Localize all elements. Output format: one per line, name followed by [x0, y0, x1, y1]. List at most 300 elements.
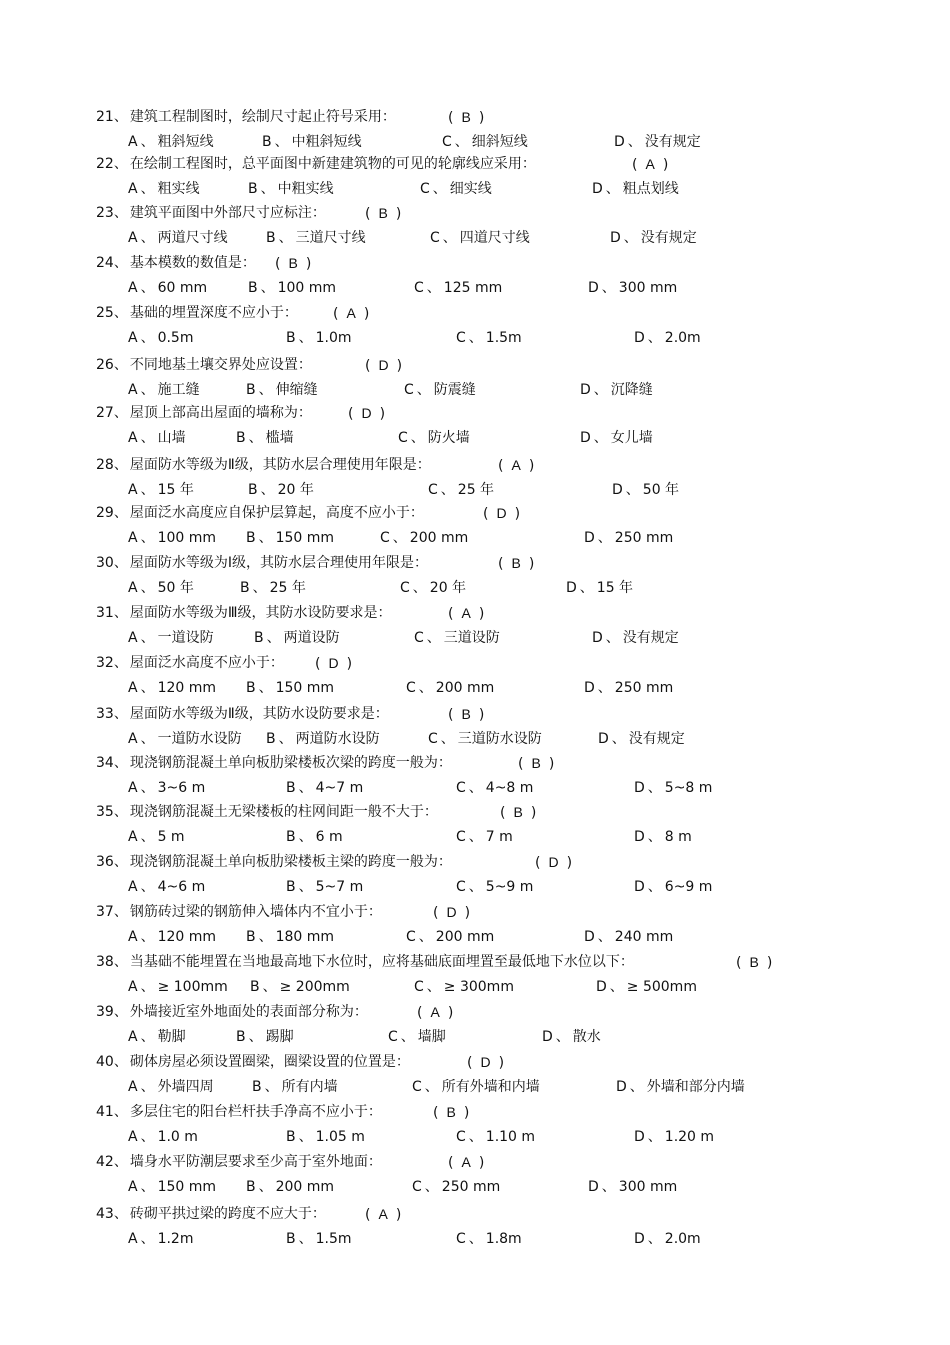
- option-c: [398, 429, 470, 447]
- right-paren: ): [528, 458, 535, 474]
- answer-bracket: [333, 304, 369, 323]
- question-text: 屋面泛水高度应自保护层算起，高度不应小于：: [129, 505, 424, 521]
- answer-letter: A: [645, 156, 655, 172]
- option-separator: 、: [605, 181, 620, 197]
- option-letter: D: [580, 430, 591, 446]
- option-d: [634, 878, 712, 896]
- option-text: 外墙和部分内墙: [646, 1079, 745, 1095]
- option-separator: 、: [647, 1129, 662, 1145]
- option-letter: A: [128, 181, 138, 197]
- number-separator: 、: [113, 655, 128, 671]
- question-text: 屋面防水等级为Ⅲ级，其防水设防要求是：: [129, 605, 392, 621]
- option-separator: 、: [597, 530, 612, 546]
- question-text: 建筑平面图中外部尺寸应标注：: [129, 205, 326, 221]
- answer-letter: A: [430, 1004, 440, 1020]
- answer-letter: B: [513, 804, 523, 820]
- number-separator: 、: [113, 854, 128, 870]
- question-line: [96, 204, 326, 222]
- option-c: [456, 828, 513, 846]
- question-line: [96, 953, 634, 971]
- left-paren: (: [365, 1207, 371, 1223]
- option-c: [412, 1178, 500, 1196]
- option-separator: 、: [140, 382, 155, 398]
- option-separator: 、: [647, 330, 662, 346]
- left-paren: (: [467, 1055, 473, 1071]
- answer-bracket: [365, 204, 401, 223]
- right-paren: ): [379, 406, 386, 422]
- question-line: [96, 1103, 382, 1121]
- option-letter: D: [584, 680, 595, 696]
- question-text: 现浇钢筋混凝土单向板肋梁楼板次梁的跨度一般为：: [129, 755, 452, 771]
- option-text: 180 mm: [275, 929, 335, 945]
- option-text: 施工缝: [157, 382, 200, 398]
- question-text: 多层住宅的阳台栏杆扶手净高不应小于：: [129, 1104, 382, 1120]
- question-number: 42: [96, 1154, 114, 1170]
- option-a: [128, 629, 214, 647]
- option-letter: B: [286, 1129, 296, 1145]
- question-line: [96, 903, 382, 921]
- option-separator: 、: [605, 630, 620, 646]
- question-number: 40: [96, 1054, 114, 1070]
- option-c: [420, 180, 492, 198]
- option-text: 伸缩缝: [275, 382, 318, 398]
- option-text: 四道尺寸线: [459, 230, 530, 246]
- option-letter: D: [592, 181, 603, 197]
- option-d: [634, 329, 701, 347]
- option-text: 125 mm: [443, 280, 503, 296]
- option-c: [428, 481, 494, 499]
- option-letter: B: [246, 382, 256, 398]
- option-letter: C: [456, 780, 466, 796]
- option-b: [262, 133, 362, 151]
- left-paren: (: [736, 955, 742, 971]
- option-separator: 、: [601, 1179, 616, 1195]
- option-c: [388, 1028, 446, 1046]
- option-separator: 、: [410, 430, 425, 446]
- option-b: [254, 629, 340, 647]
- option-c: [456, 779, 533, 797]
- left-paren: (: [483, 506, 489, 522]
- option-text: 勒脚: [157, 1029, 186, 1045]
- option-a: [128, 180, 200, 198]
- option-text: 200 mm: [409, 530, 469, 546]
- left-paren: (: [518, 756, 524, 772]
- answer-bracket: [632, 155, 668, 174]
- option-b: [246, 679, 334, 697]
- question-line: [96, 1003, 368, 1021]
- answer-letter: D: [480, 1054, 491, 1070]
- question-text: 屋顶上部高出屋面的墙称为：: [129, 405, 312, 421]
- question-line: [96, 404, 312, 422]
- option-letter: D: [542, 1029, 553, 1045]
- left-paren: (: [632, 157, 638, 173]
- option-text: ≥ 500mm: [626, 979, 697, 995]
- option-letter: C: [456, 330, 466, 346]
- option-a: [128, 229, 228, 247]
- option-a: [128, 1230, 193, 1248]
- option-text: 7 m: [485, 829, 513, 845]
- option-separator: 、: [412, 580, 427, 596]
- option-d: [634, 779, 712, 797]
- option-letter: D: [596, 979, 607, 995]
- answer-letter: D: [548, 854, 559, 870]
- number-separator: 、: [113, 706, 128, 722]
- option-letter: B: [246, 680, 256, 696]
- option-text: 100 mm: [157, 530, 217, 546]
- option-letter: A: [128, 580, 138, 596]
- option-separator: 、: [140, 1179, 155, 1195]
- answer-bracket: [315, 654, 352, 673]
- option-separator: 、: [424, 1179, 439, 1195]
- option-a: [128, 381, 200, 399]
- option-text: 120 mm: [157, 680, 217, 696]
- option-letter: D: [588, 1179, 599, 1195]
- option-letter: C: [456, 1129, 466, 1145]
- option-separator: 、: [140, 731, 155, 747]
- option-separator: 、: [454, 134, 469, 150]
- option-text: 1.0 m: [157, 1129, 198, 1145]
- option-c: [400, 579, 466, 597]
- question-number: 30: [96, 555, 114, 571]
- answer-bracket: [448, 705, 484, 724]
- option-letter: B: [246, 530, 256, 546]
- option-text: 25 年: [269, 580, 306, 596]
- answer-bracket: [448, 1153, 484, 1172]
- option-a: [128, 779, 205, 797]
- option-letter: C: [414, 979, 424, 995]
- option-a: [128, 1178, 216, 1196]
- option-a: [128, 529, 216, 547]
- option-letter: C: [456, 1231, 466, 1247]
- option-text: 1.05 m: [315, 1129, 365, 1145]
- left-paren: (: [365, 206, 371, 222]
- option-separator: 、: [260, 181, 275, 197]
- option-text: 4~8 m: [485, 780, 534, 796]
- answer-letter: B: [461, 109, 471, 125]
- answer-bracket: [500, 803, 536, 822]
- option-text: 15 年: [596, 580, 634, 596]
- answer-bracket: [348, 404, 385, 423]
- option-letter: B: [286, 330, 296, 346]
- option-text: 5~9 m: [485, 879, 534, 895]
- option-separator: 、: [555, 1029, 570, 1045]
- option-letter: A: [128, 1029, 138, 1045]
- option-text: 100 mm: [277, 280, 337, 296]
- question-line: [96, 705, 389, 723]
- option-a: [128, 679, 216, 697]
- question-text: 当基础不能埋置在当地最高地下水位时，应将基础底面埋置至最低地下水位以下：: [129, 954, 634, 970]
- option-b: [250, 978, 350, 996]
- option-letter: B: [286, 829, 296, 845]
- option-letter: B: [252, 1079, 262, 1095]
- option-text: 240 mm: [614, 929, 674, 945]
- option-separator: 、: [140, 330, 155, 346]
- answer-letter: B: [749, 954, 759, 970]
- option-b: [266, 229, 366, 247]
- option-separator: 、: [140, 1231, 155, 1247]
- answer-letter: B: [461, 706, 471, 722]
- option-letter: B: [248, 280, 258, 296]
- left-paren: (: [448, 1155, 454, 1171]
- option-separator: 、: [416, 382, 431, 398]
- right-paren: ): [662, 157, 669, 173]
- option-text: 1.5m: [485, 330, 522, 346]
- number-separator: 、: [113, 605, 128, 621]
- question-number: 37: [96, 904, 114, 920]
- right-paren: ): [396, 358, 403, 374]
- option-letter: D: [634, 1231, 645, 1247]
- option-a: [128, 429, 186, 447]
- option-d: [584, 928, 673, 946]
- option-text: 200 mm: [435, 929, 495, 945]
- option-a: [128, 978, 228, 996]
- option-a: [128, 828, 185, 846]
- question-text: 屋面泛水高度不应小于：: [129, 655, 284, 671]
- number-separator: 、: [113, 555, 128, 571]
- option-d: [610, 229, 697, 247]
- option-separator: 、: [468, 1231, 483, 1247]
- option-separator: 、: [140, 1029, 155, 1045]
- left-paren: (: [365, 358, 371, 374]
- option-letter: A: [128, 929, 138, 945]
- option-text: 250 mm: [614, 680, 674, 696]
- option-letter: D: [584, 530, 595, 546]
- answer-bracket: [483, 504, 520, 523]
- question-number: 39: [96, 1004, 114, 1020]
- option-separator: 、: [258, 680, 273, 696]
- option-d: [634, 828, 692, 846]
- option-a: [128, 481, 194, 499]
- option-letter: B: [266, 230, 276, 246]
- option-separator: 、: [468, 780, 483, 796]
- option-text: 200 mm: [435, 680, 495, 696]
- option-text: 细斜短线: [471, 134, 528, 150]
- number-separator: 、: [113, 1104, 128, 1120]
- option-text: 两道设防: [283, 630, 340, 646]
- option-separator: 、: [298, 780, 313, 796]
- option-a: [128, 1078, 214, 1096]
- number-separator: 、: [113, 109, 128, 125]
- option-c: [428, 730, 542, 748]
- option-letter: B: [266, 731, 276, 747]
- answer-bracket: [448, 604, 484, 623]
- option-text: 0.5m: [157, 330, 194, 346]
- left-paren: (: [498, 556, 504, 572]
- option-letter: A: [128, 482, 138, 498]
- answer-bracket: [467, 1053, 504, 1072]
- answer-letter: B: [511, 555, 521, 571]
- option-b: [286, 1128, 365, 1146]
- number-separator: 、: [113, 505, 128, 521]
- option-letter: C: [412, 1079, 422, 1095]
- number-separator: 、: [113, 904, 128, 920]
- question-line: [96, 853, 452, 871]
- option-letter: B: [240, 580, 250, 596]
- right-paren: ): [478, 110, 485, 126]
- option-text: 一道设防: [157, 630, 214, 646]
- option-text: 300 mm: [618, 280, 678, 296]
- left-paren: (: [448, 707, 454, 723]
- option-d: [598, 730, 685, 748]
- number-separator: 、: [113, 1004, 128, 1020]
- option-letter: A: [128, 530, 138, 546]
- number-separator: 、: [113, 1054, 128, 1070]
- option-separator: 、: [274, 134, 289, 150]
- answer-letter: A: [461, 605, 471, 621]
- answer-bracket: [275, 254, 311, 273]
- option-text: 中粗斜短线: [291, 134, 362, 150]
- option-text: ≥ 300mm: [443, 979, 514, 995]
- right-paren: ): [363, 306, 370, 322]
- option-d: [580, 429, 653, 447]
- option-c: [414, 279, 502, 297]
- answer-bracket: [433, 903, 470, 922]
- left-paren: (: [535, 855, 541, 871]
- question-text: 墙身水平防潮层要求至少高于室外地面：: [129, 1154, 382, 1170]
- option-separator: 、: [593, 430, 608, 446]
- option-separator: 、: [627, 134, 642, 150]
- option-separator: 、: [140, 929, 155, 945]
- option-b: [252, 1078, 338, 1096]
- question-text: 在绘制工程图时，总平面图中新建建筑物的可见的轮廓线应采用：: [129, 156, 536, 172]
- question-number: 25: [96, 305, 114, 321]
- option-separator: 、: [418, 929, 433, 945]
- option-text: 50 年: [642, 482, 680, 498]
- number-separator: 、: [113, 804, 128, 820]
- number-separator: 、: [113, 156, 128, 172]
- option-a: [128, 1028, 186, 1046]
- option-c: [404, 381, 476, 399]
- question-line: [96, 504, 424, 522]
- option-c: [412, 1078, 540, 1096]
- option-separator: 、: [140, 1079, 155, 1095]
- option-letter: A: [128, 1231, 138, 1247]
- option-separator: 、: [258, 382, 273, 398]
- number-separator: 、: [113, 357, 128, 373]
- option-separator: 、: [248, 1029, 263, 1045]
- option-separator: 、: [426, 630, 441, 646]
- right-paren: ): [766, 955, 773, 971]
- option-letter: C: [414, 630, 424, 646]
- left-paren: (: [448, 110, 454, 126]
- option-letter: B: [236, 1029, 246, 1045]
- option-separator: 、: [647, 879, 662, 895]
- option-text: 150 mm: [157, 1179, 217, 1195]
- answer-letter: A: [511, 457, 521, 473]
- option-text: 300 mm: [618, 1179, 678, 1195]
- right-paren: ): [346, 656, 353, 672]
- option-separator: 、: [647, 780, 662, 796]
- option-separator: 、: [432, 181, 447, 197]
- option-text: 2.0m: [664, 330, 701, 346]
- option-separator: 、: [468, 829, 483, 845]
- option-letter: A: [128, 879, 138, 895]
- option-separator: 、: [597, 680, 612, 696]
- option-text: 5~7 m: [315, 879, 364, 895]
- option-separator: 、: [248, 430, 263, 446]
- option-text: 两道防水设防: [295, 731, 380, 747]
- option-d: [584, 529, 673, 547]
- question-number: 26: [96, 357, 114, 373]
- option-text: 3~6 m: [157, 780, 206, 796]
- question-number: 29: [96, 505, 114, 521]
- left-paren: (: [315, 656, 321, 672]
- question-line: [96, 254, 256, 272]
- question-text: 现浇钢筋混凝土单向板肋梁楼板主梁的跨度一般为：: [129, 854, 452, 870]
- option-separator: 、: [258, 1179, 273, 1195]
- option-letter: C: [428, 482, 438, 498]
- option-letter: D: [634, 780, 645, 796]
- option-text: 一道防水设防: [157, 731, 242, 747]
- number-separator: 、: [113, 1206, 128, 1222]
- option-letter: A: [128, 1129, 138, 1145]
- number-separator: 、: [113, 405, 128, 421]
- option-b: [240, 579, 306, 597]
- option-separator: 、: [260, 482, 275, 498]
- option-separator: 、: [278, 731, 293, 747]
- option-c: [456, 878, 533, 896]
- option-separator: 、: [140, 1129, 155, 1145]
- question-number: 43: [96, 1206, 114, 1222]
- option-letter: A: [128, 382, 138, 398]
- option-text: 4~7 m: [315, 780, 364, 796]
- right-paren: ): [528, 556, 535, 572]
- option-letter: A: [128, 780, 138, 796]
- option-c: [430, 229, 530, 247]
- option-text: 没有规定: [628, 731, 685, 747]
- left-paren: (: [500, 805, 506, 821]
- question-text: 砖砌平拱过梁的跨度不应大于：: [129, 1206, 326, 1222]
- option-text: 20 年: [429, 580, 467, 596]
- option-letter: D: [634, 1129, 645, 1145]
- answer-bracket: [365, 356, 402, 375]
- option-text: 6 m: [315, 829, 343, 845]
- right-paren: ): [478, 1155, 485, 1171]
- option-d: [592, 180, 679, 198]
- question-line: [96, 456, 431, 474]
- option-b: [266, 730, 380, 748]
- option-text: 5~8 m: [664, 780, 713, 796]
- option-a: [128, 579, 194, 597]
- option-c: [414, 978, 514, 996]
- answer-bracket: [365, 1205, 401, 1224]
- option-a: [128, 730, 242, 748]
- option-letter: B: [254, 630, 264, 646]
- left-paren: (: [275, 256, 281, 272]
- answer-letter: D: [446, 904, 457, 920]
- option-separator: 、: [468, 1129, 483, 1145]
- option-text: 粗点划线: [622, 181, 679, 197]
- option-text: 8 m: [664, 829, 692, 845]
- option-separator: 、: [647, 1231, 662, 1247]
- answer-letter: B: [288, 255, 298, 271]
- question-number: 24: [96, 255, 114, 271]
- option-b: [286, 1230, 352, 1248]
- option-a: [128, 878, 205, 896]
- answer-bracket: [433, 1103, 469, 1122]
- option-separator: 、: [140, 134, 155, 150]
- option-text: 200 mm: [275, 1179, 335, 1195]
- option-text: 所有外墙和内墙: [441, 1079, 540, 1095]
- number-separator: 、: [113, 255, 128, 271]
- option-text: 1.2m: [157, 1231, 194, 1247]
- question-line: [96, 604, 391, 622]
- option-c: [442, 133, 528, 151]
- answer-letter: D: [328, 655, 339, 671]
- option-b: [246, 381, 318, 399]
- option-separator: 、: [625, 482, 640, 498]
- right-paren: ): [548, 756, 555, 772]
